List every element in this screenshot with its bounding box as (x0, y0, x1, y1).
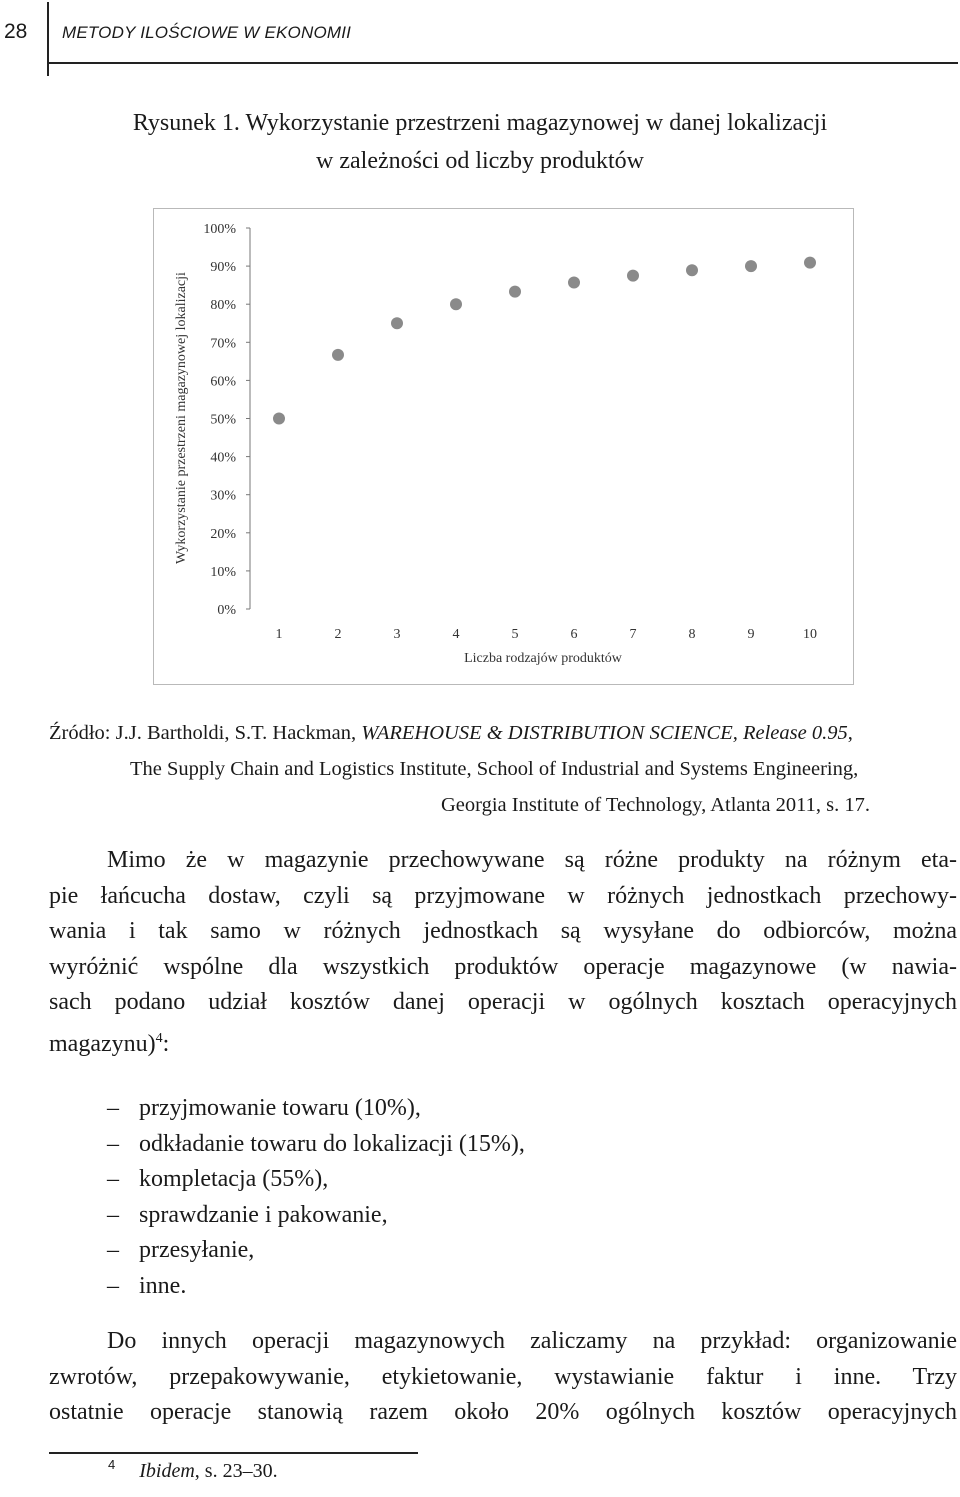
paragraph-1 (49, 843, 957, 1056)
footnote-text: , s. 23–30. (194, 1460, 278, 1482)
list-item (107, 1269, 525, 1305)
data-point (273, 413, 285, 425)
x-tick-label: 10 (803, 627, 817, 642)
y-tick-label: 60% (210, 374, 236, 390)
paragraph-line: wyróżnić wspólne dla wszystkich produktów operacje magazynowe (w nawia- (49, 953, 957, 980)
data-point (804, 257, 816, 269)
data-point (450, 298, 462, 310)
footnote-reference[interactable]: 4 (155, 1030, 163, 1046)
list-item (107, 1233, 525, 1269)
x-tick-label: 6 (570, 627, 578, 642)
page-number: 28 (4, 20, 28, 43)
list-item-text: sprawdzanie i pakowanie, (139, 1201, 388, 1228)
list-item (107, 1091, 525, 1127)
dash-bullet: – (107, 1166, 119, 1192)
y-tick-label: 80% (210, 298, 236, 314)
source-line1-suffix: , (847, 722, 853, 744)
x-tick-label: 7 (629, 627, 637, 642)
paragraph-2 (49, 1324, 957, 1431)
y-tick-label: 20% (210, 526, 236, 542)
y-tick-label: 90% (210, 260, 236, 276)
paragraph-line: pie łańcucha dostaw, czyli są przyjmowane w różnych jednostkach przechowy- (49, 882, 957, 909)
paragraph-line: ostatnie operacje stanowią razem około 20% ogólnych kosztów operacyjnych (49, 1399, 957, 1425)
operations-list (107, 1091, 525, 1304)
dash-bullet: – (107, 1130, 119, 1157)
dash-bullet: – (107, 1201, 119, 1228)
y-tick-label: 0% (217, 603, 236, 618)
scatter-chart (153, 208, 854, 685)
y-tick-label: 100% (203, 222, 236, 237)
y-tick-label: 70% (210, 336, 236, 352)
dash-bullet: – (107, 1272, 119, 1299)
figure-caption-line-1: Rysunek 1. Wykorzystanie przestrzeni magazynowej w danej lokalizacji (132, 110, 828, 136)
figure-caption-line-2: w zależności od liczby produktów (316, 148, 644, 174)
list-item (107, 1127, 525, 1163)
source-line-2: The Supply Chain and Logistics Institute, School of Industrial and Systems Engineering, (130, 758, 859, 780)
paragraph-line: zwrotów, przepakowywanie, etykietowanie, wystawianie faktur i inne. Trzy (49, 1363, 957, 1390)
source-prefix: Źródło: J.J. Bartholdi, S.T. Hackman, (49, 722, 362, 744)
paragraph-last-line (49, 1021, 957, 1057)
x-tick-label: 3 (393, 627, 401, 642)
source-title: WAREHOUSE & DISTRIBUTION SCIENCE, Release 0.95 (361, 722, 848, 744)
dash-bullet: – (107, 1095, 119, 1121)
header-divider-vertical (47, 2, 49, 76)
source-line-3: Georgia Institute of Technology, Atlanta 2011, s. 17. (441, 794, 870, 816)
x-tick-label: 1 (275, 627, 283, 642)
source-line-1 (49, 722, 853, 745)
x-tick-label: 5 (511, 627, 519, 642)
data-point (627, 270, 639, 282)
footnote-separator (49, 1452, 418, 1454)
x-tick-label: 8 (688, 627, 696, 642)
list-item-text: przyjmowanie towaru (10%), (139, 1095, 421, 1121)
paragraph-text: : (162, 1030, 170, 1057)
x-tick-label: 2 (334, 627, 342, 642)
paragraph-line: Do innych operacji magazynowych zaliczamy na przykład: organizowanie (107, 1328, 957, 1354)
y-tick-label: 30% (210, 488, 236, 504)
list-item (107, 1198, 525, 1234)
paragraph-line: sach podano udział kosztów danej operacji w ogólnych kosztach operacyjnych (49, 989, 957, 1015)
list-item-text: kompletacja (55%), (139, 1166, 329, 1192)
list-item-text: odkładanie towaru do lokalizacji (15%), (139, 1130, 525, 1157)
data-point (509, 286, 521, 298)
x-tick-label: 9 (747, 627, 755, 642)
data-point (332, 349, 344, 361)
paragraph-line: Mimo że w magazynie przechowywane są różne produkty na różnym eta- (107, 847, 957, 873)
data-point (686, 264, 698, 276)
list-item (107, 1162, 525, 1198)
y-tick-label: 10% (210, 564, 236, 580)
data-point (391, 317, 403, 329)
x-tick-label: 4 (452, 627, 460, 642)
x-axis-title: Liczba rodzajów produktów (464, 651, 622, 666)
paragraph-text: magazynu) (49, 1030, 156, 1057)
y-axis-title: Wykorzystanie przestrzeni magazynowej lokalizacji (174, 272, 189, 564)
footnote-italic: Ibidem (139, 1460, 195, 1482)
list-item-text: przesyłanie, (139, 1237, 255, 1263)
data-point (568, 276, 580, 288)
footnote-number: 4 (108, 1457, 116, 1472)
y-tick-label: 40% (210, 450, 236, 466)
footnote (108, 1457, 278, 1483)
dash-bullet: – (107, 1237, 119, 1263)
running-title: METODY ILOŚCIOWE W EKONOMII (62, 23, 352, 42)
paragraph-line: wania i tak samo w różnych jednostkach są wysyłane do odbiorców, można (49, 918, 957, 944)
y-tick-label: 50% (210, 412, 236, 428)
list-item-text: inne. (139, 1272, 187, 1299)
data-point (745, 260, 757, 272)
header-divider-horizontal (48, 62, 958, 64)
